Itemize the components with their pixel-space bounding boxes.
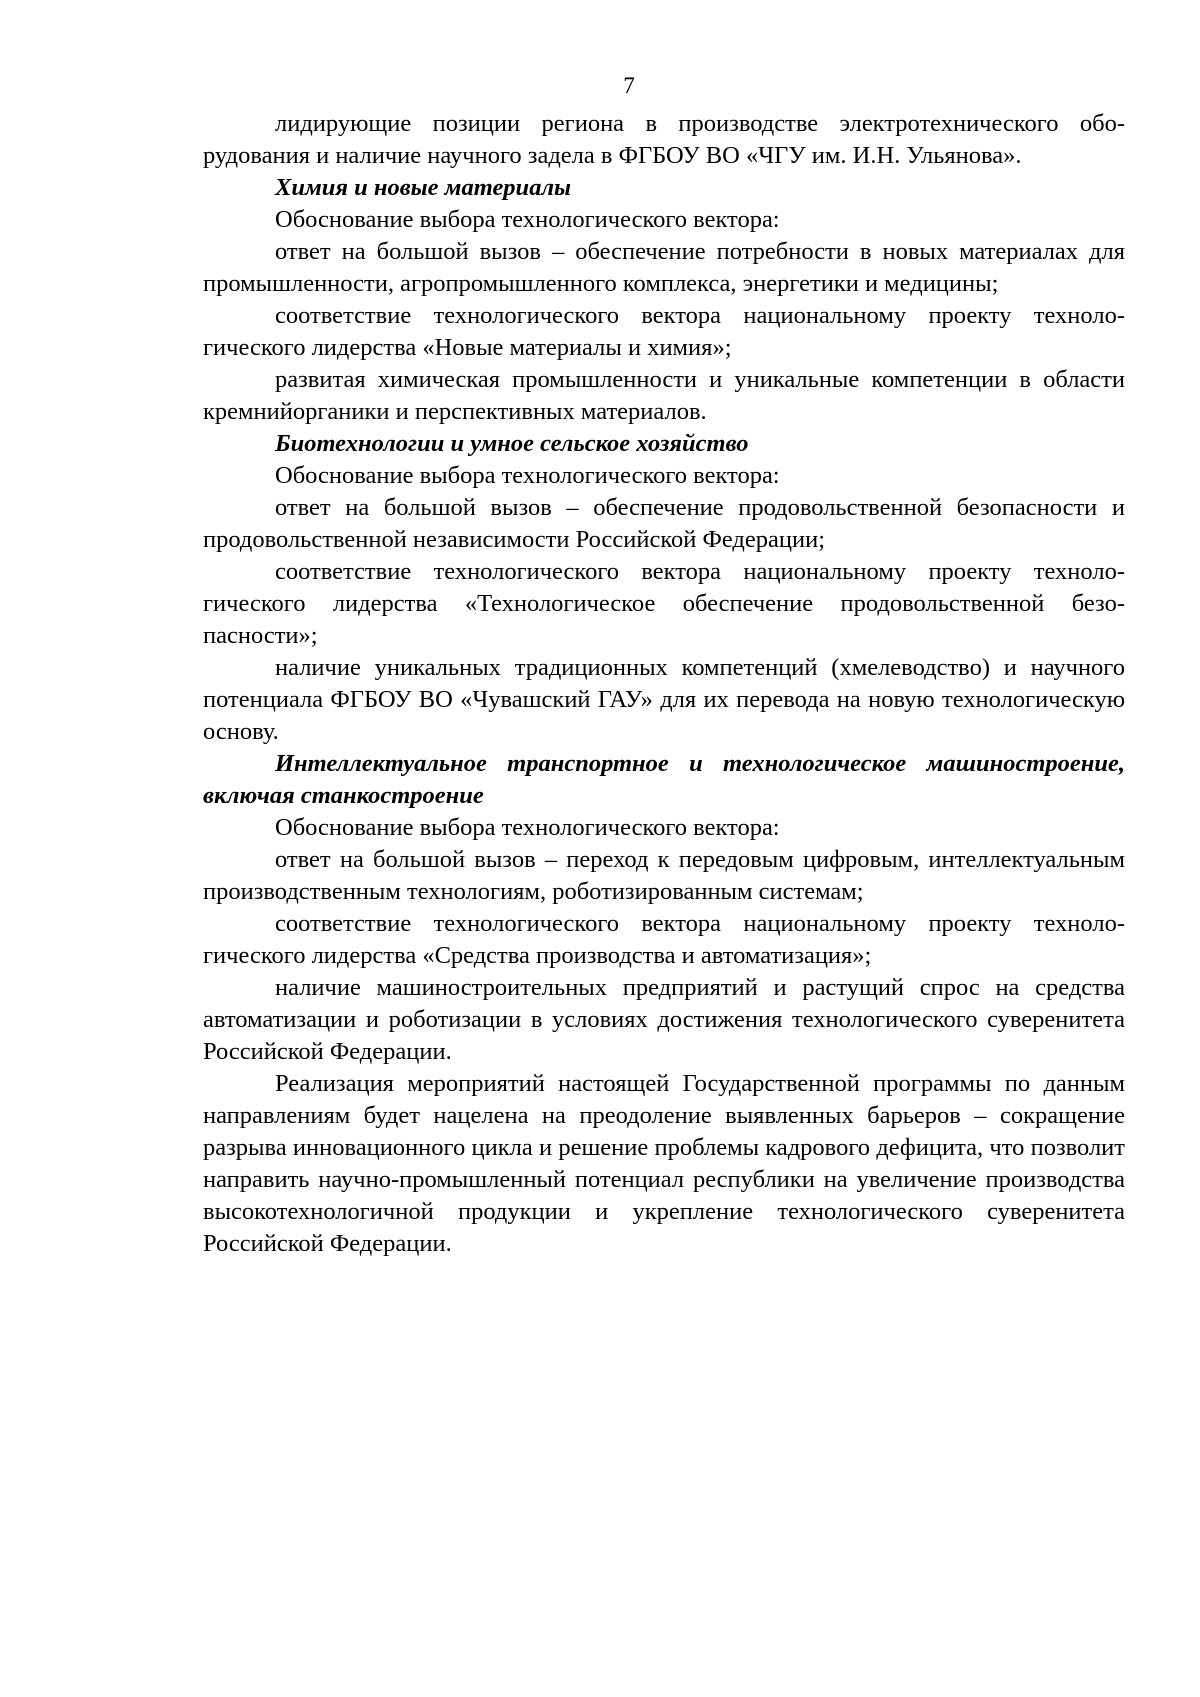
- section-heading-engineering: Интеллектуальное транспортное и технологическое машиностроение, включая станкостроение: [203, 750, 1125, 809]
- page-number: 7: [623, 73, 635, 98]
- paragraph-challenge-chemistry: ответ на большой вызов – обеспечение потребности в новых материалах для промышленности, агропромышленного комплекса, энергетики и медицины;: [203, 238, 1125, 297]
- section-heading-chemistry: Химия и новые материалы: [275, 174, 572, 201]
- paragraph-rationale-chemistry: Обоснование выбора технологического вектора:: [275, 206, 780, 233]
- paragraph-conclusion: Реализация мероприятий настоящей Государственной программы по данным направлениям будет нацелена на преодоление выявленных барьеров – сокращение разрыва инновационного цикла и решение проблемы кадрового дефицита, что позволит направить научно-промышленный потенциал республики на увеличение производства высокотехнологичной продукции и укрепление технологического суверенитета Российской Федерации.: [203, 1070, 1125, 1257]
- paragraph-continuation: лидирующие позиции региона в производстве электротехнического оборудования и наличие научного задела в ФГБОУ ВО «ЧГУ им. И.Н. Ульянова».: [203, 110, 1125, 169]
- paragraph-project-biotech: соответствие технологического вектора национальному проекту технологического лидерства «Технологическое обеспечение продовольственной безопасности»;: [203, 558, 1125, 649]
- paragraph-project-engineering: соответствие технологического вектора национальному проекту технологического лидерства «Средства производства и автоматизация»;: [203, 910, 1125, 969]
- paragraph-rationale-engineering: Обоснование выбора технологического вектора:: [275, 814, 780, 841]
- paragraph-competence-chemistry: развитая химическая промышленности и уникальные компетенции в области кремнийорганики и перспективных материалов.: [203, 366, 1125, 425]
- document-body: [203, 108, 1125, 1260]
- paragraph-rationale-biotech: Обоснование выбора технологического вектора:: [275, 462, 780, 489]
- paragraph-competence-biotech: наличие уникальных традиционных компетенций (хмелеводство) и научного потенциала ФГБОУ ВО «Чувашский ГАУ» для их перевода на новую технологическую основу.: [203, 654, 1125, 745]
- paragraph-challenge-engineering: ответ на большой вызов – переход к передовым цифровым, интеллектуальным производственным технологиям, роботизированным системам;: [203, 846, 1125, 905]
- paragraph-project-chemistry: соответствие технологического вектора национальному проекту технологического лидерства «Новые материалы и химия»;: [203, 302, 1125, 361]
- paragraph-competence-engineering: наличие машиностроительных предприятий и растущий спрос на средства автоматизации и роботизации в условиях достижения технологического суверенитета Российской Федерации.: [203, 974, 1125, 1065]
- section-heading-biotech: Биотехнологии и умное сельское хозяйство: [275, 430, 749, 457]
- paragraph-challenge-biotech: ответ на большой вызов – обеспечение продовольственной безопасности и продовольственной независимости Российской Федерации;: [203, 494, 1125, 553]
